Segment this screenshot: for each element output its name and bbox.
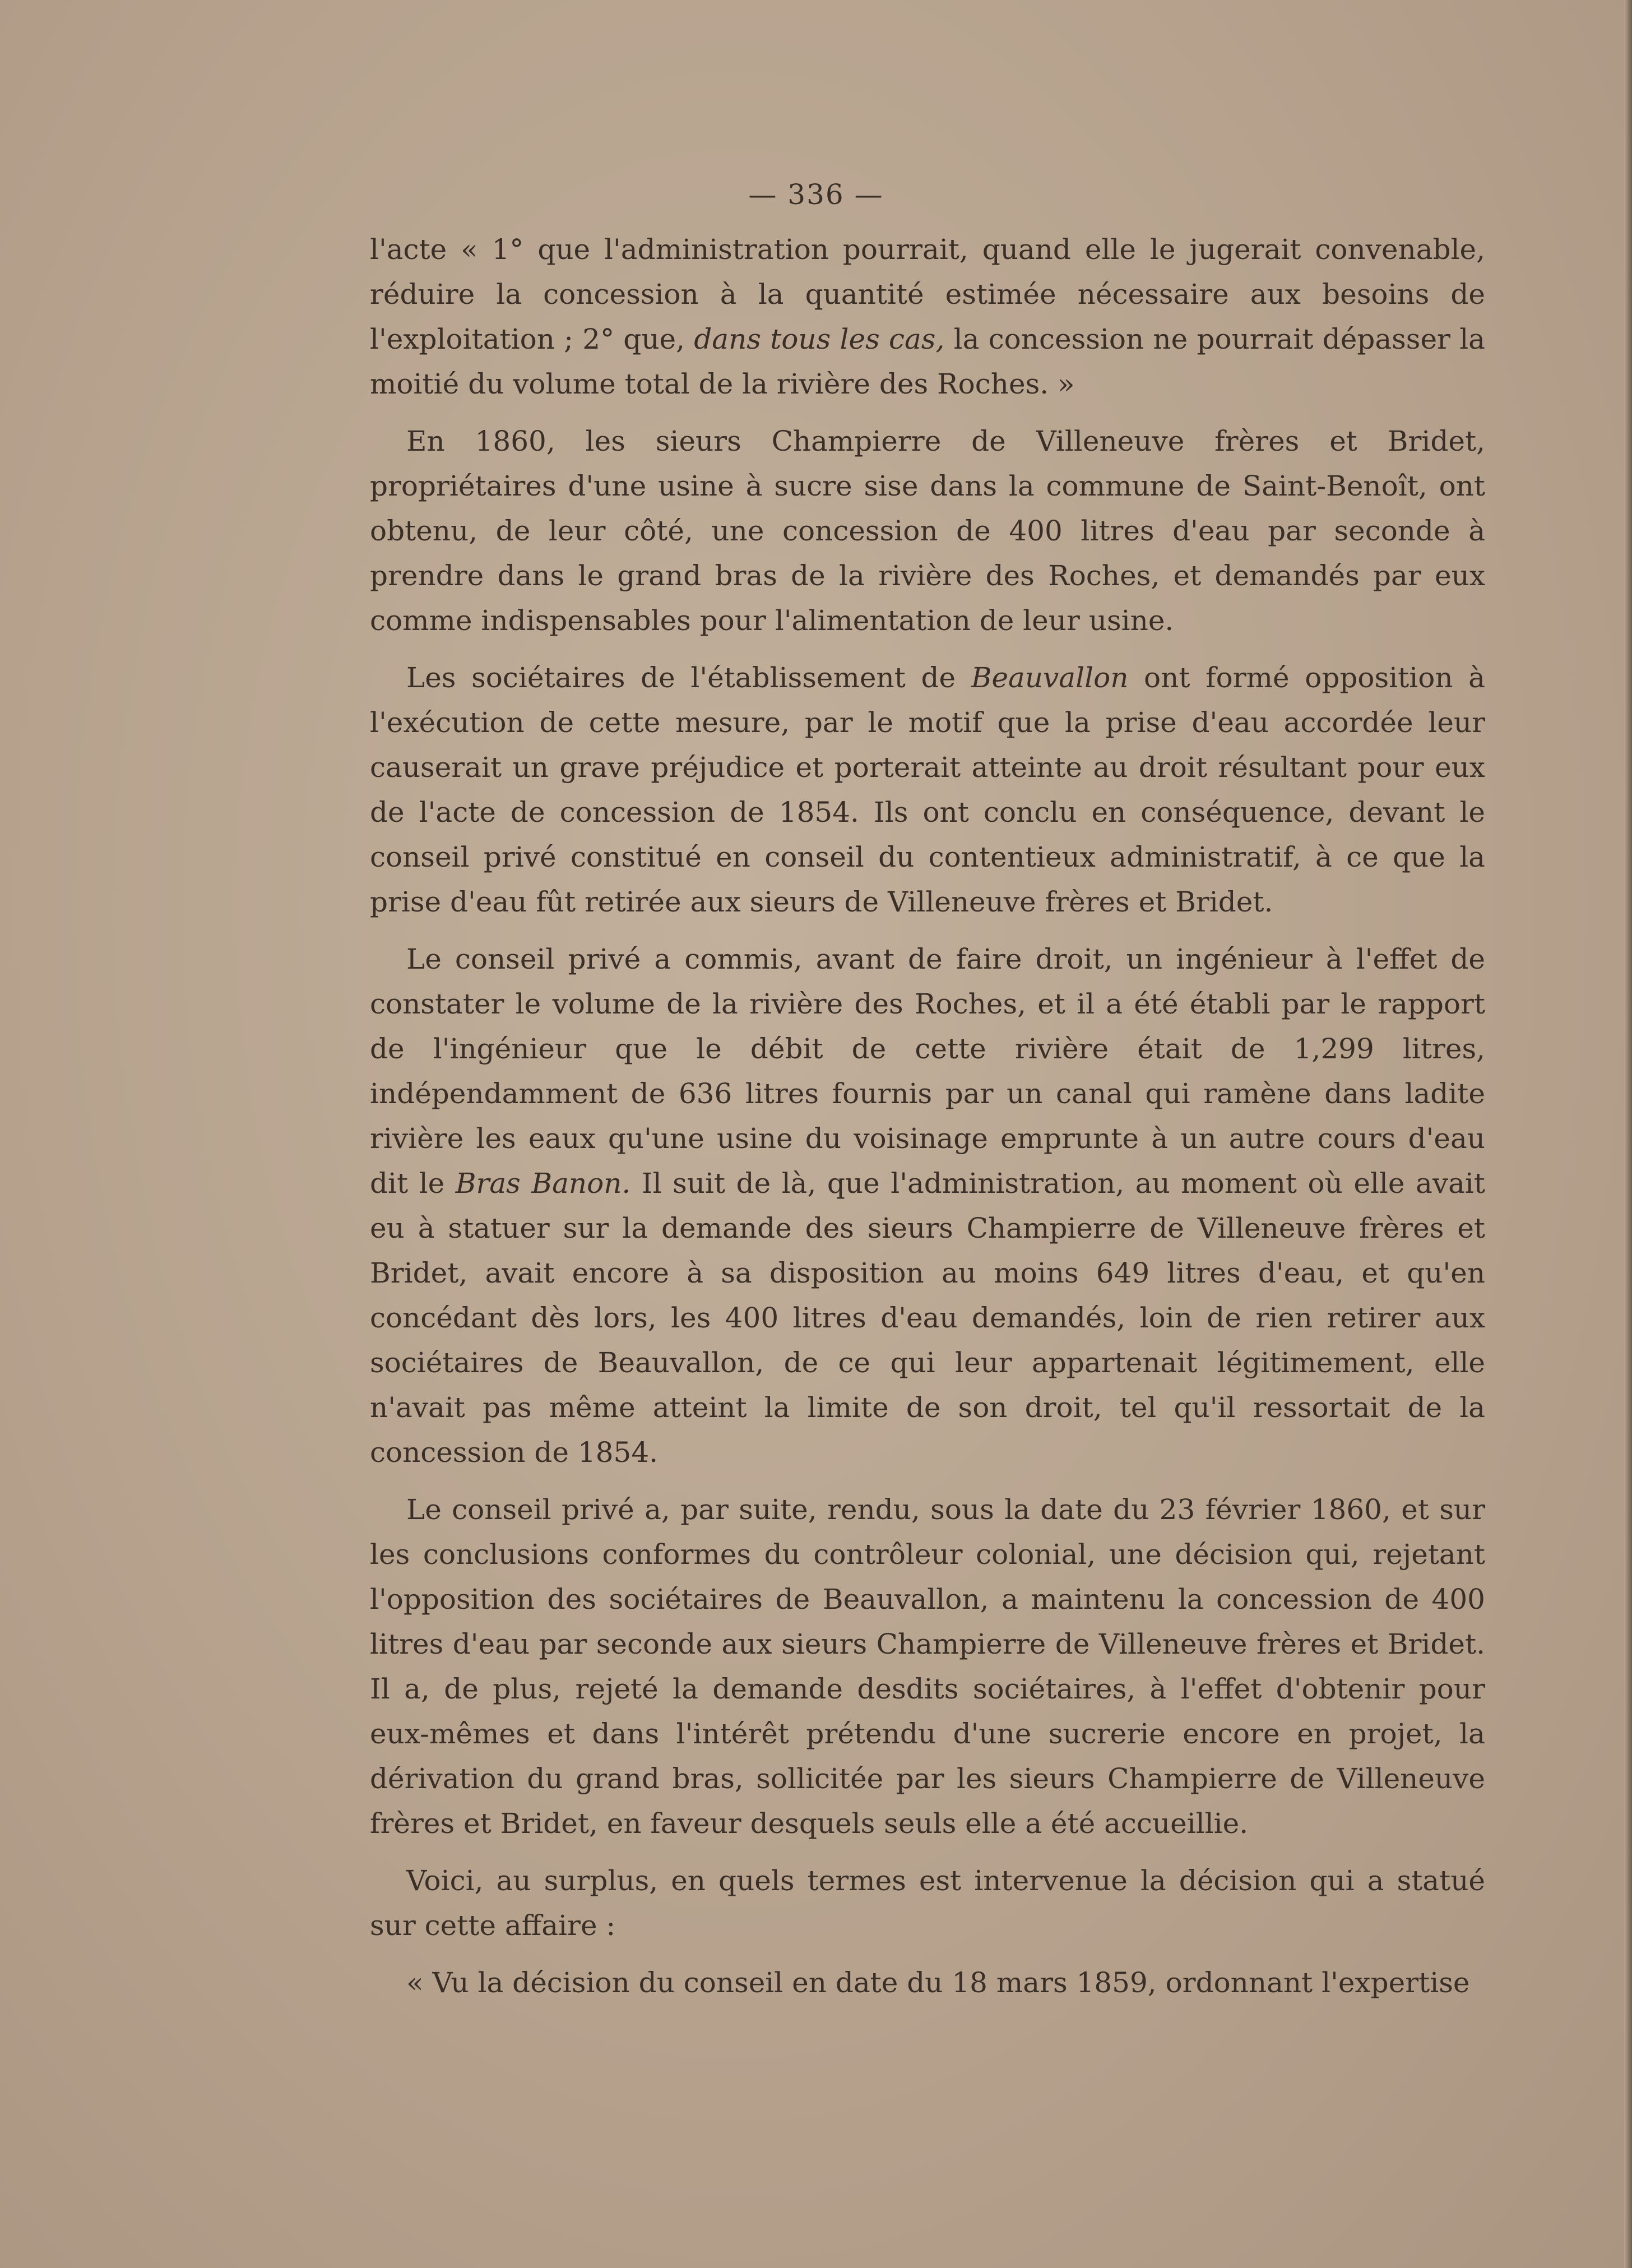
paragraph-3 — [370, 655, 1485, 924]
paragraph-6 — [370, 1858, 1485, 1948]
italic-phrase: Bras Banon. — [455, 1167, 631, 1200]
text-span: la concession ne pourrait dépasser la moitié du volume total de la rivière des Roches. » — [370, 323, 1485, 400]
page-number: — 336 — — [748, 178, 884, 211]
text-span: Il suit de là, que l'administration, au moment où elle avait eu à statuer sur la demande des sieurs Champierre de Villeneuve frères et Bridet, avait encore à sa disposition au moins 649 litres d'eau, et qu'en concédant dès lors, les 400 litres d'eau demandés, loin de rien retirer aux sociétaires de Beauvallon, de ce qui leur appartenait légitimement, elle n'avait pas même atteint la limite de son droit, tel qu'il ressortait de la concession de 1854. — [370, 1167, 1485, 1469]
page-edge-shadow — [1624, 0, 1632, 2268]
italic-phrase: dans tous les cas, — [694, 323, 945, 355]
paragraph-2 — [370, 419, 1485, 643]
text-span: Le conseil privé a commis, avant de faire droit, un ingénieur à l'effet de constater le volume de la rivière des Roches, et il a été établi par le rapport de l'ingénieur que le débit de cette rivière était de 1,299 litres, indépendamment de 636 litres fournis par un canal qui ramène dans ladite rivière les eaux qu'une usine du voisinage emprunte à un autre cours d'eau dit le — [370, 943, 1485, 1200]
text-span: l'acte « 1° que l'administration pourrait, quand elle le jugerait convenable, réduire la concession à la quantité estimée nécessaire aux besoins de l'exploitation ; 2° que, — [370, 233, 1485, 355]
paragraph-7 — [370, 1960, 1485, 2005]
text-span: Le conseil privé a, par suite, rendu, sous la date du 23 février 1860, et sur les conclusions conformes du contrôleur colonial, une décision qui, rejetant l'opposition des sociétaires de Beauvallon, a maintenu la concession de 400 litres d'eau par seconde aux sieurs Champierre de Villeneuve frères et Bridet. Il a, de plus, rejeté la demande desdits sociétaires, à l'effet d'obtenir pour eux-mêmes et dans l'intérêt prétendu d'une sucrerie encore en projet, la dérivation du grand bras, sollicitée par les sieurs Champierre de Villeneuve frères et Bridet, en faveur desquels seuls elle a été accueillie. — [370, 1493, 1485, 1840]
text-span: Les sociétaires de l'établissement de — [406, 661, 971, 694]
body-text — [370, 227, 1485, 2005]
paragraph-4 — [370, 937, 1485, 1475]
italic-phrase: Beauvallon — [971, 661, 1129, 694]
text-span: Voici, au surplus, en quels termes est intervenue la décision qui a statué sur cette affaire : — [370, 1864, 1485, 1942]
paragraph-5 — [370, 1487, 1485, 1846]
text-span: En 1860, les sieurs Champierre de Villeneuve frères et Bridet, propriétaires d'une usine à sucre sise dans la commune de Saint-Benoît, ont obtenu, de leur côté, une concession de 400 litres d'eau par seconde à prendre dans le grand bras de la rivière des Roches, et demandés par eux comme indispensables pour l'alimentation de leur usine. — [370, 425, 1485, 637]
paragraph-1 — [370, 227, 1485, 406]
text-span: ont formé opposition à l'exécution de cette mesure, par le motif que la prise d'eau accordée leur causerait un grave préjudice et porterait atteinte au droit résultant pour eux de l'acte de concession de 1854. Ils ont conclu en conséquence, devant le conseil privé constitué en conseil du contentieux administratif, à ce que la prise d'eau fût retirée aux sieurs de Villeneuve frères et Bridet. — [370, 661, 1485, 918]
text-span: « Vu la décision du conseil en date du 18 mars 1859, ordonnant l'expertise — [406, 1966, 1470, 1999]
